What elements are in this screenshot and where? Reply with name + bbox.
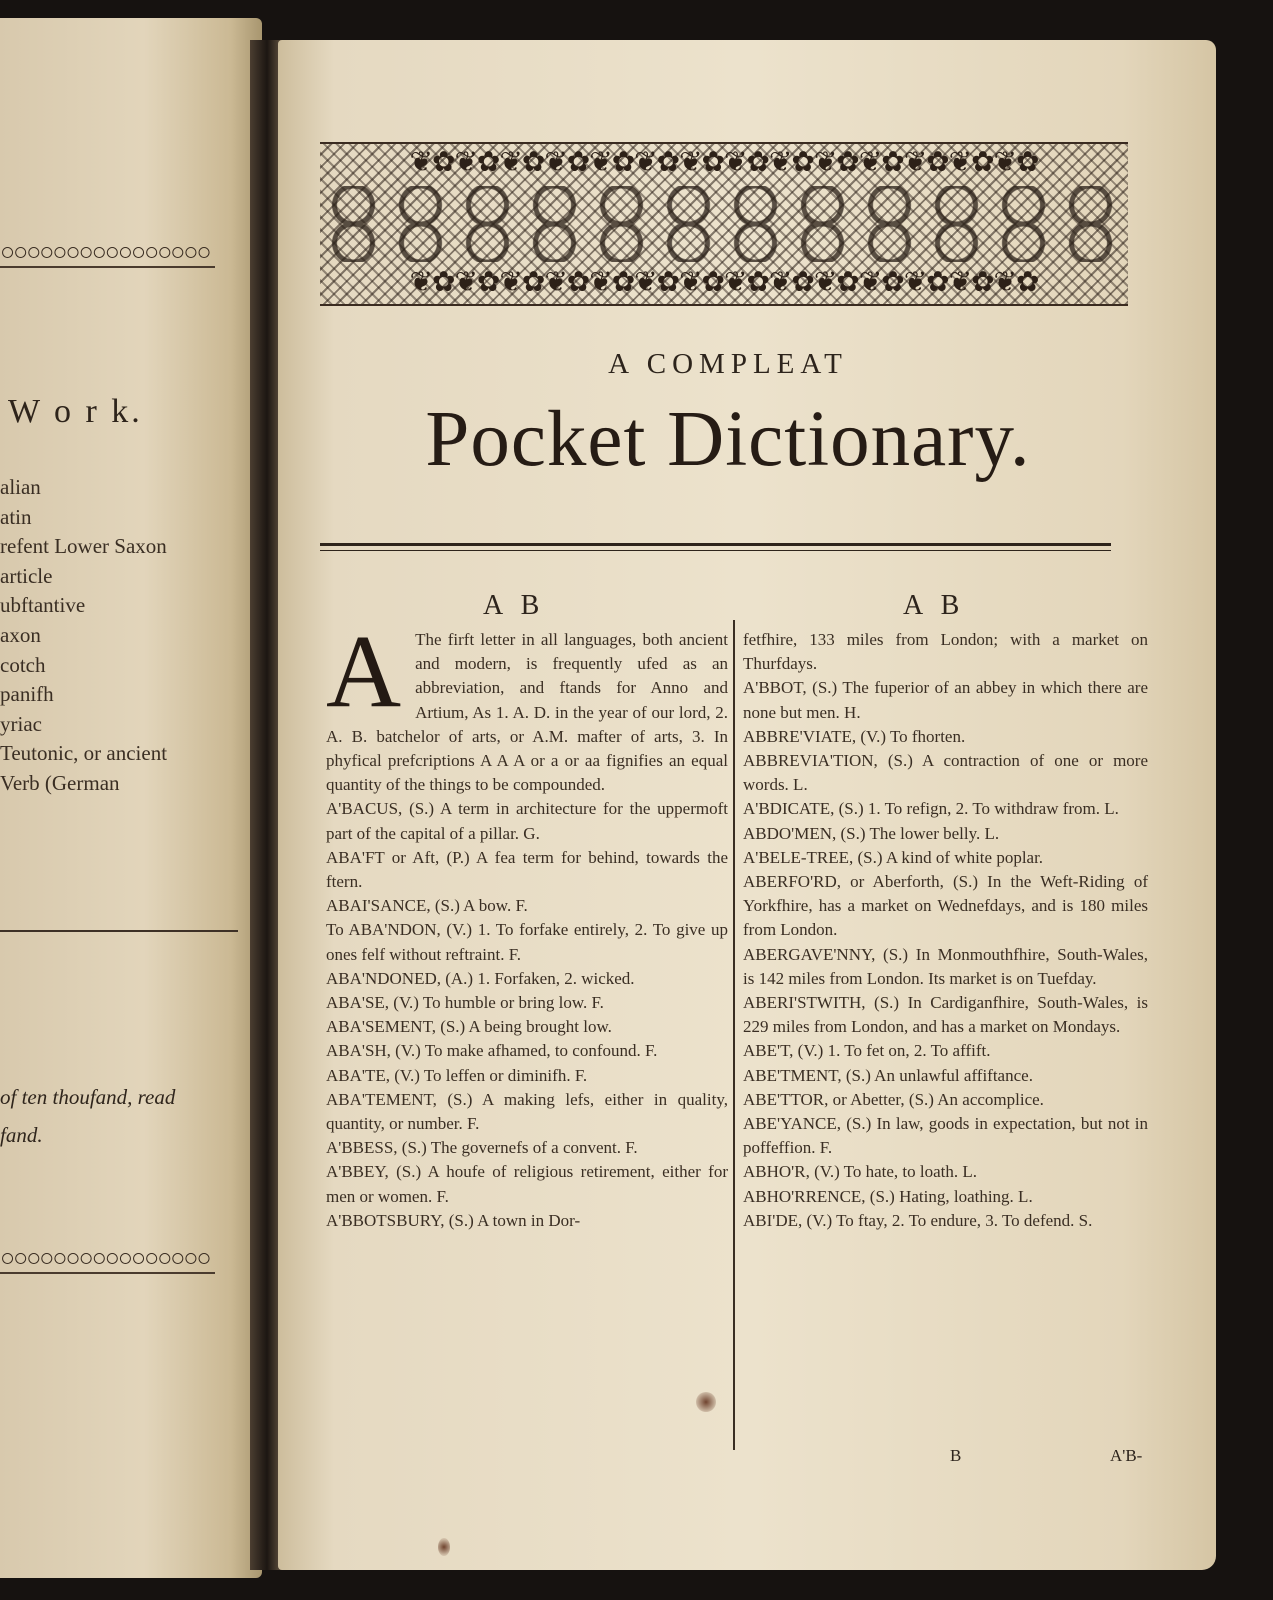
dictionary-entry: ABERI'STWITH, (S.) In Cardiganfhire, South-Wales, is 229 miles from London, and has a market on Mondays. bbox=[743, 993, 1148, 1037]
abbreviation-item: panifh bbox=[0, 682, 54, 707]
drop-cap: A bbox=[326, 614, 402, 729]
title-rule bbox=[320, 543, 1111, 551]
dictionary-entry: ABA'TEMENT, (S.) A making lefs, either in quality, quantity, or number. F. bbox=[326, 1089, 728, 1134]
left-heading: W o r k. bbox=[8, 393, 143, 430]
abbreviation-item: axon bbox=[0, 622, 41, 647]
ornament-band-bottom: ❦✿❦✿❦✿❦✿❦✿❦✿❦✿❦✿❦✿❦✿❦✿❦✿❦✿❦✿ bbox=[409, 268, 1039, 298]
dictionary-entry: ABA'SH, (V.) To make afhamed, to confound. F. bbox=[326, 1041, 658, 1061]
abbreviation-item: refent Lower Saxon bbox=[0, 534, 167, 559]
dictionary-entry: ABBRE'VIATE, (V.) To fhorten. bbox=[743, 726, 966, 746]
left-ornament-bottom: ○○○○○○○○○○○○○○○○ bbox=[0, 1246, 215, 1274]
page-title: Pocket Dictionary. bbox=[425, 396, 1031, 483]
left-column bbox=[326, 614, 728, 1233]
dictionary-entry: ABA'NDONED, (A.) 1. Forfaken, 2. wicked. bbox=[326, 968, 635, 988]
abbreviation-item: cotch bbox=[0, 652, 46, 677]
dictionary-entry: ABI'DE, (V.) To ftay, 2. To endure, 3. To defend. S. bbox=[743, 1210, 1093, 1230]
dictionary-entry: ABE'TMENT, (S.) An unlawful affiftance. bbox=[743, 1065, 1033, 1085]
dictionary-entry: ABA'SE, (V.) To humble or bring low. F. bbox=[326, 993, 604, 1013]
errata-line: fand. bbox=[0, 1123, 43, 1147]
dictionary-entry: A'BACUS, (S.) A term in architecture for the uppermoft part of the capital of a pillar. G. bbox=[326, 799, 728, 843]
abbreviation-item: yriac bbox=[0, 711, 42, 736]
left-rule bbox=[0, 930, 238, 932]
column-head-left: A B bbox=[483, 590, 546, 621]
dictionary-entry: ABBREVIA'TION, (S.) A contraction of one or more words. L. bbox=[743, 751, 1148, 795]
dictionary-entry: ABA'TE, (V.) To leffen or diminifh. F. bbox=[326, 1065, 588, 1085]
dictionary-entry: fetfhire, 133 miles from London; with a market on Thurfdays. bbox=[743, 630, 1148, 674]
left-ornament-top: ○○○○○○○○○○○○○○○○ bbox=[0, 240, 215, 268]
pre-title: A COMPLEAT bbox=[608, 348, 848, 380]
facing-page bbox=[0, 18, 262, 1578]
dictionary-entry: To ABA'NDON, (V.) 1. To forfake entirely, 2. To give up ones felf without reftraint. F. bbox=[326, 920, 728, 964]
dictionary-entry: ABA'FT or Aft, (P.) A fea term for behind, towards the ftern. bbox=[326, 847, 728, 892]
dictionary-entry: A'BBESS, (S.) The governefs of a convent. F. bbox=[326, 1138, 638, 1158]
ink-stain bbox=[696, 1392, 716, 1412]
dictionary-entry: A'BBEY, (S.) A houfe of religious retirement, either for men or women. F. bbox=[326, 1162, 728, 1206]
dictionary-entry: ABDO'MEN, (S.) The lower belly. L. bbox=[743, 823, 1000, 843]
ornament-band-top: ❦✿❦✿❦✿❦✿❦✿❦✿❦✿❦✿❦✿❦✿❦✿❦✿❦✿❦✿ bbox=[409, 148, 1039, 178]
signature-mark: B bbox=[950, 1446, 962, 1465]
dictionary-entry: A'BDICATE, (S.) 1. To refign, 2. To withdraw from. L. bbox=[743, 799, 1119, 819]
dictionary-entry: ABE'TTOR, or Abetter, (S.) An accomplice. bbox=[743, 1089, 1044, 1109]
dictionary-page bbox=[278, 40, 1216, 1570]
abbreviation-list bbox=[0, 473, 167, 799]
abbreviation-item: alian bbox=[0, 475, 41, 499]
header-ornament bbox=[320, 142, 1128, 306]
dictionary-entry: ABAI'SANCE, (S.) A bow. F. bbox=[326, 896, 528, 916]
dictionary-entry: ABE'YANCE, (S.) In law, goods in expectation, but not in poffeffion. F. bbox=[743, 1114, 1148, 1158]
abbreviation-item: ubftantive bbox=[0, 593, 86, 618]
abbreviation-item: article bbox=[0, 563, 53, 588]
right-column bbox=[743, 628, 1148, 1233]
dictionary-entry: ABERFO'RD, or Aberforth, (S.) In the Weft-Riding of Yorkfhire, has a market on Wednefdays, and is 180 miles from London. bbox=[743, 872, 1148, 940]
column-head-right: A B bbox=[903, 590, 966, 621]
dictionary-entry: A'BELE-TREE, (S.) A kind of white poplar. bbox=[743, 847, 1044, 867]
dictionary-entry: The firft letter in all languages, both ancient and modern, is frequently ufed as an abbreviation, and ftands for Anno and Artium, As 1. A. D. in the year of our lord, 2. A. B. batchelor of arts, or A.M. mafter of arts, 3. In phyfical prefcriptions A A A or a or aa fignifies an equal quantity of the things to be compounded. bbox=[326, 630, 728, 795]
dictionary-entry: ABA'SEMENT, (S.) A being brought low. bbox=[326, 1017, 612, 1037]
errata-line: of ten thoufand, read bbox=[0, 1085, 176, 1109]
ink-stain bbox=[438, 1538, 450, 1556]
dictionary-entry: ABE'T, (V.) 1. To fet on, 2. To affift. bbox=[743, 1041, 991, 1061]
abbreviation-item: Teutonic, or ancient bbox=[0, 741, 168, 766]
dictionary-entry: ABHO'RRENCE, (S.) Hating, loathing. L. bbox=[743, 1186, 1033, 1206]
dictionary-entry: ABHO'R, (V.) To hate, to loath. L. bbox=[743, 1162, 978, 1182]
column-divider bbox=[733, 620, 735, 1450]
dictionary-entry: ABERGAVE'NNY, (S.) In Monmouthfhire, South-Wales, is 142 miles from London. Its market is on Tuefday. bbox=[743, 944, 1148, 988]
ornament-circles bbox=[320, 186, 1128, 262]
catchword: A'B- bbox=[1110, 1446, 1143, 1465]
errata-note bbox=[0, 1078, 250, 1154]
dictionary-entry: A'BBOT, (S.) The fuperior of an abbey in which there are none but men. H. bbox=[743, 678, 1148, 722]
abbreviation-item: atin bbox=[0, 504, 32, 529]
abbreviation-item: Verb (German bbox=[0, 770, 120, 795]
dictionary-entry: A'BBOTSBURY, (S.) A town in Dor- bbox=[326, 1210, 581, 1230]
